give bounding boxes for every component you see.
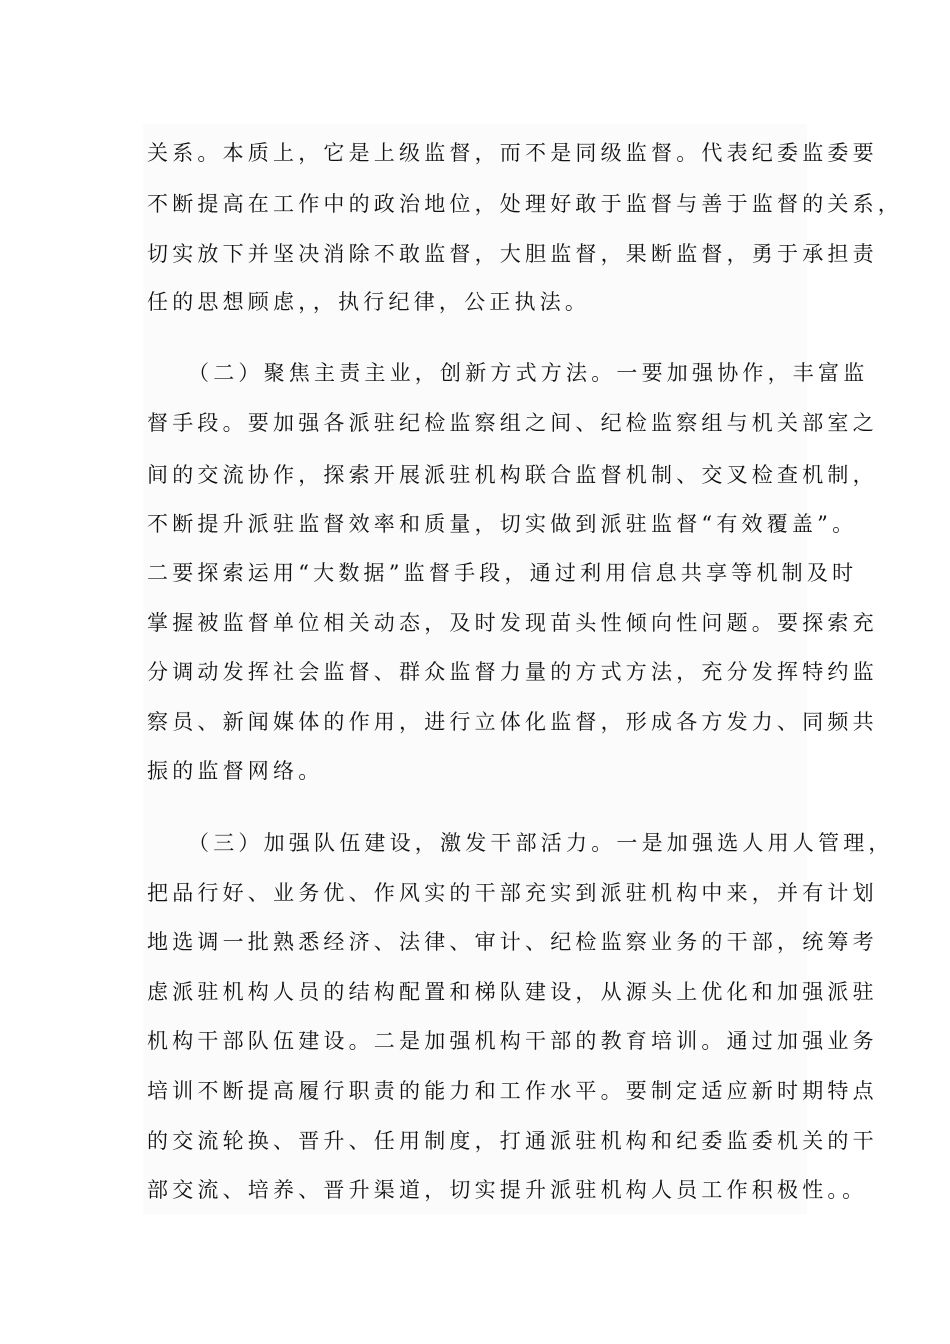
text-line: 培训不断提高履行职责的能力和工作水平。要制定适应新时期特点 [147,1079,878,1103]
text-line: 虑派驻机构人员的结构配置和梯队建设，从源头上优化和加强派驻 [147,980,878,1004]
text-line: （二）聚焦主责主业，创新方式方法。一要加强协作，丰富监 [188,361,869,385]
text-line: 不断提升派驻监督效率和质量，切实做到派驻监督“有效覆盖”。 [147,512,858,536]
text-line: 地选调一批熟悉经济、法律、审计、纪检监察业务的干部，统筹考 [147,930,878,954]
text-line: 察员、新闻媒体的作用，进行立体化监督，形成各方发力、同频共 [147,710,878,734]
text-line: 机构干部队伍建设。二是加强机构干部的教育培训。通过加强业务 [147,1029,878,1053]
text-line: 不断提高在工作中的政治地位，处理好敢于监督与善于监督的关系， [147,192,903,216]
text-line: 分调动发挥社会监督、群众监督力量的方式方法，充分发挥特约监 [147,660,878,684]
text-line: 关系。本质上，它是上级监督，而不是同级监督。代表纪委监委要 [147,141,878,165]
text-line: 掌握被监督单位相关动态，及时发现苗头性倾向性问题。要探索充 [147,611,878,635]
text-line: 切实放下并坚决消除不敢监督，大胆监督，果断监督，勇于承担责 [147,242,878,266]
text-line: 振的监督网络。 [147,759,324,783]
text-line: 的交流轮换、晋升、任用制度，打通派驻机构和纪委监委机关的干 [147,1129,878,1153]
text-line: 把品行好、业务优、作风实的干部充实到派驻机构中来，并有计划 [147,881,878,905]
text-line: 二要探索运用“大数据”监督手段，通过利用信息共享等机制及时 [147,561,858,585]
text-line: （三）加强队伍建设，激发干部活力。一是加强选人用人管理， [188,831,894,855]
text-line: 任的思想顾虑，，执行纪律，公正执法。 [147,290,591,314]
text-line: 间的交流协作，探索开展派驻机构联合监督机制、交叉检查机制， [147,463,878,487]
text-line: 督手段。要加强各派驻纪检监察组之间、纪检监察组与机关部室之 [147,411,878,435]
text-line: 部交流、培养、晋升渠道，切实提升派驻机构人员工作积极性。。 [147,1178,868,1202]
